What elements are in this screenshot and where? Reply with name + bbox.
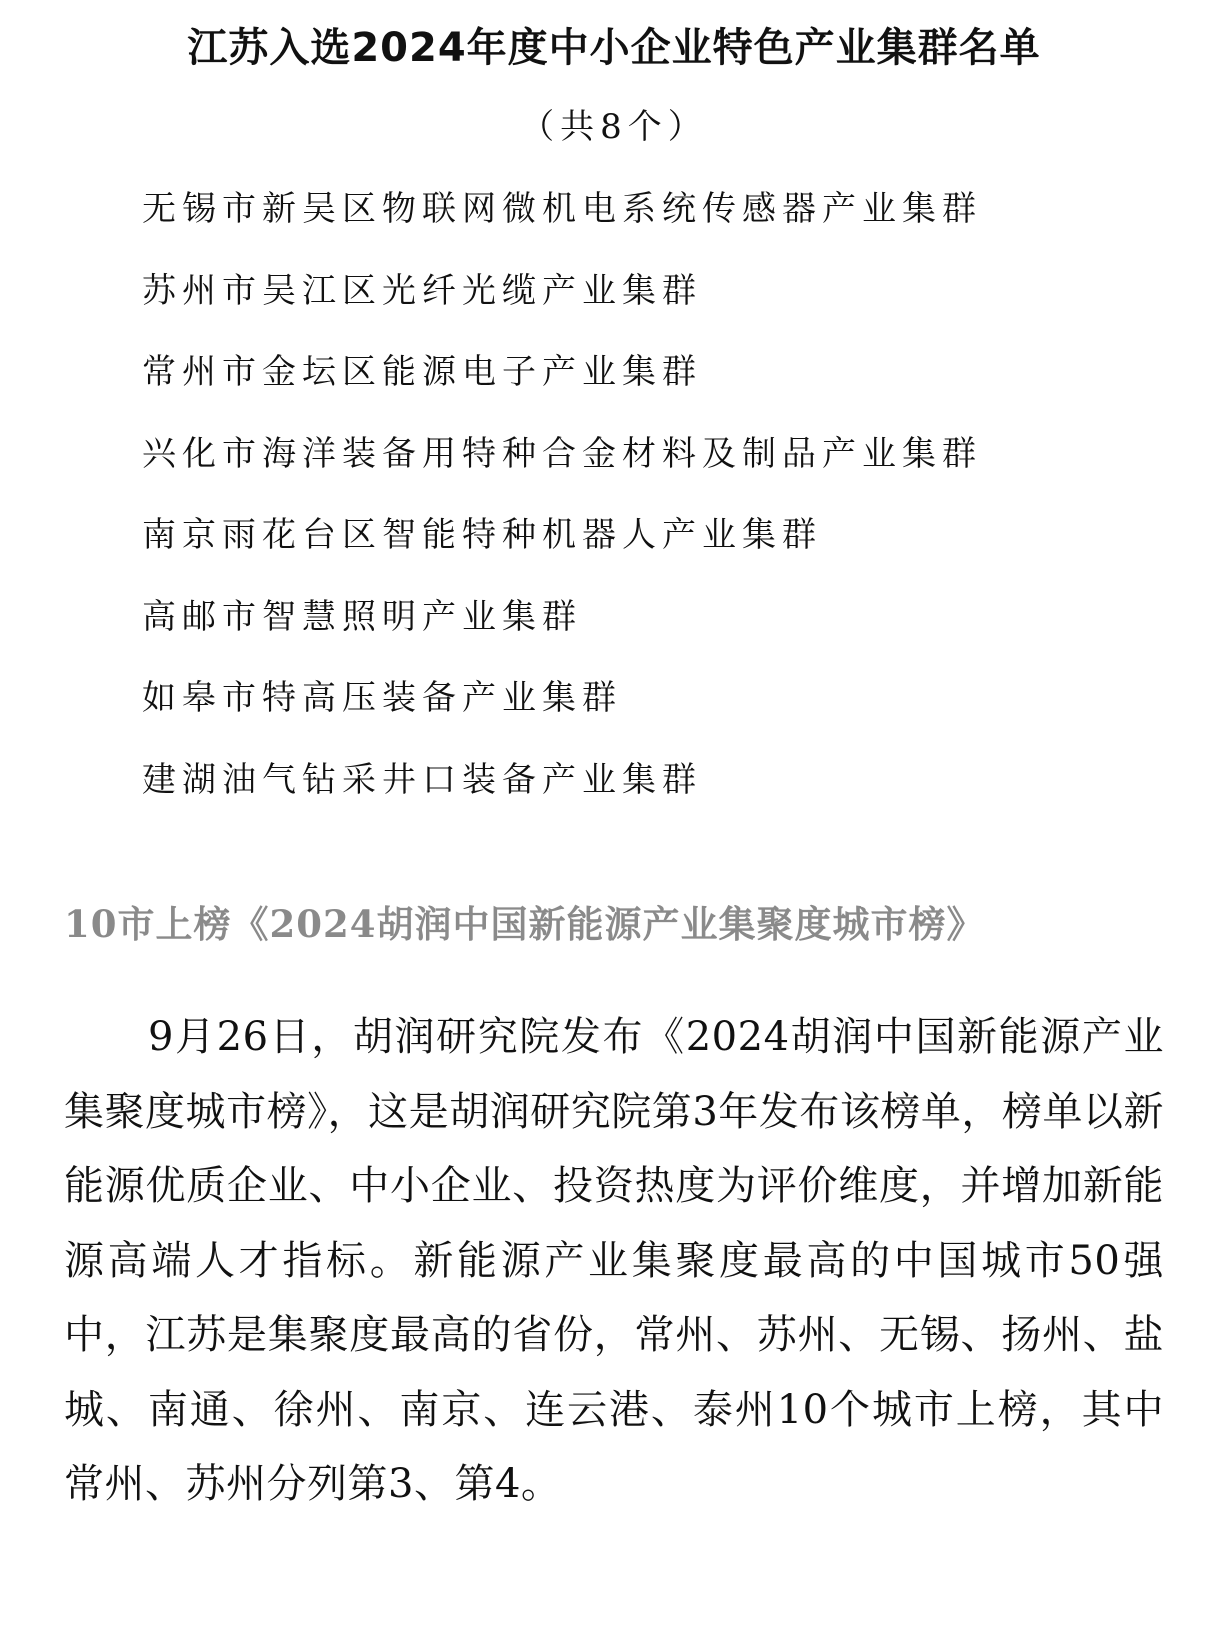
list-item: 如皋市特高压装备产业集群 [142,678,622,718]
list-item: 兴化市海洋装备用特种合金材料及制品产业集群 [142,433,982,474]
list-item: 常州市金坛区能源电子产业集群 [142,352,702,392]
list-item: 南京雨花台区智能特种机器人产业集群 [142,515,822,555]
list-item: 无锡市新吴区物联网微机电系统传感器产业集群 [142,189,982,229]
list-subtitle: （共8个） [520,107,708,147]
cluster-list [142,184,982,836]
list-title: 江苏入选2024年度中小企业特色产业集群名单 [187,25,1041,71]
article-body: 9月26日，胡润研究院发布《2024胡润中国新能源产业集聚度城市榜》，这是胡润研究院第3年发布该榜单，榜单以新能源优质企业、中小企业、投资热度为评价维度，并增加新能源高端人才指标。新能源产业集聚度最高的中国城市50强中，江苏是集聚度最高的省份，常州、苏州、无锡、扬州、盐城、南通、徐州、南京、连云港、泰州10个城市上榜，其中常州、苏州分列第3、第4。 [64,1014,1164,1507]
article-heading: 10市上榜《2024胡润中国新能源产业集聚度城市榜》 [64,902,985,946]
list-item: 建湖油气钻采井口装备产业集群 [142,759,702,800]
list-item: 苏州市吴江区光纤光缆产业集群 [142,270,702,311]
list-item: 高邮市智慧照明产业集群 [142,596,582,637]
